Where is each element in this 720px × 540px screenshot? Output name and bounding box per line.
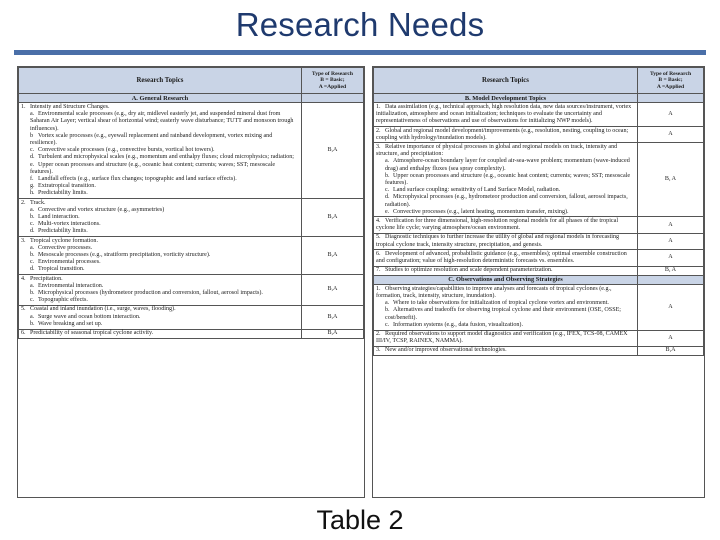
general-research-subitem [21, 133, 299, 147]
model-development-row [374, 127, 704, 143]
general-research-subitem [21, 207, 299, 214]
observing-strategy-topic-cell [374, 346, 638, 355]
general-research-subitem-text: Turbulent and microphysical scales (e.g., momentum and enthalpy fluxes; cloud microphysics; radiation; [38, 154, 294, 161]
general-research-row [19, 305, 364, 329]
model-development-item-number: 6. [376, 250, 381, 257]
table-caption: Table 2 [316, 505, 404, 535]
general-research-subitem [21, 297, 299, 304]
observing-strategy-item-text: Required observations to support model diagnostics and verification (e.g., IFEX, TCS-08, CAMEX III/IV, TCSP, RAINEX, NAMMA). [376, 331, 628, 345]
type-of-research-header-right [638, 68, 704, 94]
model-development-row [374, 233, 704, 249]
type-header-right-line2: B = Basic; [658, 77, 683, 84]
general-research-subitem [21, 176, 299, 183]
model-development-subitem-text: Convective processes (e.g., latent heating, momentum transfer, mixing). [393, 208, 569, 215]
observing-strategy-item-number: 1. [376, 285, 381, 292]
observing-strategy-row [374, 330, 704, 346]
general-research-item-text: Coastal and inland inundation (i.e., surge, waves, flooding). [30, 306, 176, 313]
model-development-item-text: Studies to optimize resolution and scale dependent parameterization. [385, 267, 553, 274]
model-development-item-number: 1. [376, 103, 381, 110]
general-research-item-text: Precipitation. [30, 275, 63, 282]
general-research-subitem-text: Extratropical transition. [38, 183, 96, 190]
general-research-subitem [21, 214, 299, 221]
model-development-item-number: 5. [376, 234, 381, 241]
observing-strategy-subitem-letter: c. [385, 321, 390, 328]
general-research-subitem [21, 154, 299, 161]
section-a-header [19, 94, 302, 103]
general-research-item-number: 4. [21, 275, 26, 282]
model-development-item-number: 3. [376, 143, 381, 150]
general-research-subitem-letter: d. [30, 154, 35, 161]
model-development-row [374, 143, 704, 217]
general-research-subitem-letter: b. [30, 289, 35, 296]
observing-strategy-topic [376, 331, 635, 345]
general-research-subitem [21, 252, 299, 259]
general-research-subitem-letter: a. [30, 282, 35, 289]
model-development-item-text: Verification for three dimensional, high-resolution regional models for all phases of the tropical cyclone life cycle; varying atmosphere/ocean environment. [376, 217, 619, 232]
model-development-topic-cell [374, 217, 638, 233]
type-header-line2: B = Basic; [320, 77, 345, 84]
model-development-topic-cell [374, 233, 638, 249]
model-development-type-cell: B, A [638, 143, 704, 217]
general-research-type-cell: B,A [301, 329, 363, 338]
model-development-row [374, 217, 704, 233]
general-research-subitem-letter: a. [30, 244, 35, 251]
general-research-subitem-letter: c. [30, 297, 35, 304]
section-a-label: A. General Research [131, 94, 189, 102]
general-research-subitem-letter: b. [30, 213, 35, 220]
observing-strategy-item-number: 2. [376, 331, 381, 337]
section-c-label: C. Observations and Observing Strategies [448, 276, 563, 284]
general-research-topic-cell [19, 305, 302, 329]
model-development-subitem-text: Microphysical processes (e.g., hydrometeor production and conversion, fallout, aerosol impacts, radiation). [385, 194, 628, 208]
model-development-row [374, 250, 704, 266]
observing-strategy-subitem-text: Information systems (e.g., data fusion, visualization). [393, 321, 523, 328]
model-development-type-cell: A [638, 103, 704, 127]
observing-strategy-type-cell: A [638, 330, 704, 346]
general-research-table [17, 66, 365, 498]
model-development-subitem-letter: e. [385, 208, 390, 215]
model-development-subitem [376, 173, 635, 187]
general-research-subitem-text: Surge wave and ocean bottom interaction. [38, 313, 141, 320]
general-research-subitem-text: Tropical transition. [38, 266, 85, 273]
general-research-subitem [21, 162, 299, 176]
general-research-subitem-text: Predictability limits. [38, 228, 88, 235]
model-development-item-text: Global and regional model development/improvements (e.g., resolution, nesting, coupling to ocean; coupling with hydrology/inundation models). [376, 127, 629, 141]
model-development-subitem-letter: a. [385, 158, 390, 165]
general-research-item-number: 5. [21, 306, 26, 313]
general-research-subitem-text: Multi-vortex interactions. [38, 221, 101, 228]
general-research-subitem [21, 183, 299, 190]
research-topics-header [19, 68, 302, 94]
section-b-type-cell [638, 94, 704, 103]
general-research-subitem [21, 283, 299, 290]
section-b-header [374, 94, 638, 103]
model-development-topic-cell [374, 250, 638, 266]
general-research-subitem-letter: b. [30, 251, 35, 258]
general-research-item-number: 3. [21, 237, 26, 244]
type-of-research-header [301, 68, 363, 94]
general-research-row [19, 103, 364, 199]
model-development-subitem [376, 209, 635, 216]
general-research-row [19, 199, 364, 237]
model-development-topic-cell [374, 143, 638, 217]
general-research-row [19, 237, 364, 275]
general-research-topic-cell [19, 329, 302, 338]
observing-strategy-item-text: New and/or improved observational technologies. [385, 347, 507, 354]
general-research-subitem-text: Convective processes. [38, 244, 93, 251]
general-research-topic [21, 330, 299, 337]
observing-strategy-topic-cell [374, 285, 638, 330]
general-research-topic [21, 200, 299, 207]
general-research-subitem-text: Mesoscale processes (e.g., stratiform precipitation, vorticity structure). [38, 251, 211, 258]
model-development-item-number: 7. [376, 267, 381, 274]
model-development-subitem-letter: c. [385, 187, 390, 194]
model-development-topic-cell [374, 103, 638, 127]
model-development-topic [376, 144, 635, 158]
general-research-row [19, 275, 364, 306]
observing-strategy-subitem-letter: a. [385, 300, 390, 307]
model-development-type-cell: A [638, 127, 704, 143]
general-research-subitem-text: Topographic effects. [38, 297, 88, 304]
section-a-type-cell [301, 94, 363, 103]
section-c-header [374, 275, 638, 284]
general-research-subitem-letter: a. [30, 111, 35, 118]
model-development-item-text: Data assimilation (e.g., technical approach, high resolution data, new data sources/instrument, vortex initialization, atmosphere and ocean initialization; techniques to evaluate the uncertainty and representativeness of observations and use of observations for initializing NWP models). [376, 103, 632, 125]
model-development-subitem-letter: d. [385, 194, 390, 201]
model-development-subitem [376, 194, 635, 208]
model-development-topic-cell [374, 127, 638, 143]
general-research-item-number: 1. [21, 103, 26, 110]
general-research-topic [21, 276, 299, 283]
model-development-item-text: Diagnostic techniques to further increase the utility of global and regional models in forecasting tropical cyclone track, intensity structure, precipitation, and genesis. [376, 234, 620, 248]
general-research-subitem [21, 111, 299, 133]
general-research-subitem-text: Predictability limits. [38, 190, 88, 197]
general-research-subitem-text: Environmental interaction. [38, 282, 104, 289]
model-development-topic [376, 251, 635, 265]
observing-strategy-topic [376, 286, 635, 300]
model-development-type-cell: A [638, 250, 704, 266]
general-research-item-number: 2. [21, 199, 26, 206]
general-research-subitem-letter: e. [30, 161, 35, 168]
general-research-subitem-letter: f. [30, 175, 34, 182]
observing-strategy-item-text: Observing strategies/capabilities to improve analyses and forecasts of tropical cyclones (e.g., formation, track, intensity, structure, inundation). [376, 285, 612, 299]
observing-strategy-subitem-text: Alternatives and tradeoffs for observing tropical cyclone and their environment (OSE, OSSE; cost/benefit). [385, 307, 622, 321]
general-research-subitem-letter: d. [30, 266, 35, 273]
general-research-item-number: 6. [21, 330, 26, 336]
general-research-subitem-letter: a. [30, 313, 35, 320]
general-research-item-text: Tropical cyclone formation. [30, 237, 98, 244]
model-development-topic-cell [374, 266, 638, 275]
general-research-subitem [21, 259, 299, 266]
model-development-type-cell: A [638, 217, 704, 233]
model-development-topic [376, 267, 635, 274]
observing-strategy-row [374, 285, 704, 330]
general-research-subitem [21, 190, 299, 197]
general-research-subitem-letter: b [30, 132, 34, 139]
general-research-subitem-letter: d. [30, 228, 35, 235]
general-research-item-text: Predictability of seasonal tropical cyclone activity. [30, 330, 154, 336]
model-development-subitem-text: Atmosphere-ocean boundary layer for coupled air-sea-wave problem; momentum (wave-induced drag) and enthalpy fluxes (sea spray complexity). [385, 158, 630, 172]
general-research-topic [21, 306, 299, 313]
model-development-topic [376, 218, 635, 232]
research-topics-header-label: Research Topics [136, 76, 184, 84]
general-research-subitem-text: Vortex scale processes (e.g., eyewall replacement and rainband development, vortex mixing and resilience). [30, 132, 273, 146]
general-research-subitem-letter: c. [30, 221, 35, 228]
general-research-topic [21, 238, 299, 245]
general-research-subitem [21, 228, 299, 235]
observing-strategy-subitem-letter: b. [385, 307, 390, 314]
observing-strategy-type-cell: A [638, 285, 704, 330]
general-research-subitem-text: Upper ocean processes and structure (e.g., oceanic heat content; currents; waves; SST; mesoscale features). [30, 161, 276, 175]
general-research-type-cell: B,A [301, 305, 363, 329]
general-research-subitem-text: Landfall effects (e.g., surface flux changes; topographic and land surface effects). [38, 175, 237, 182]
model-development-subitem [376, 158, 635, 172]
general-research-item-text: Track. [30, 199, 46, 206]
general-research-subitem [21, 221, 299, 228]
model-development-topic [376, 234, 635, 248]
model-development-type-cell: A [638, 233, 704, 249]
model-development-subitem-text: Upper ocean processes and structure (e.g., oceanic heat content; currents; waves; SST; mesoscale features). [385, 172, 631, 186]
general-research-type-cell: B,A [301, 103, 363, 199]
type-header-line1: Type of Research [311, 70, 353, 77]
research-topics-header-right [374, 68, 638, 94]
research-topics-header-right-label: Research Topics [482, 76, 529, 84]
general-research-subitem [21, 321, 299, 328]
model-development-item-number: 4. [376, 217, 381, 224]
model-development-type-cell: B, A [638, 266, 704, 275]
slide-title: Research Needs [235, 6, 485, 43]
model-and-observation-table [372, 66, 705, 498]
general-research-subitem-letter: h. [30, 190, 35, 197]
general-research-subitem-text: Environmental processes. [38, 259, 101, 266]
section-b-label: B. Model Development Topics [464, 94, 547, 102]
general-research-subitem-text: Environmental scale processes (e.g., dry air, midlevel easterly jet, and suspended mineral dust from Saharan Air Layer; vertical shear of horizontal wind; easterly wave disturbance; TUTT and monsoon trough influences). [30, 111, 294, 132]
observing-strategy-type-cell: B,A [638, 346, 704, 355]
model-development-subitem-text: Land surface coupling: sensitivity of Land Surface Model, radiation. [393, 187, 561, 194]
type-header-right-line1: Type of Research [649, 70, 692, 77]
observing-strategy-row [374, 346, 704, 355]
model-development-item-number: 2. [376, 127, 381, 134]
observing-strategy-subitem [376, 307, 635, 321]
observing-strategy-item-number: 3. [376, 347, 381, 354]
general-research-subitem-text: Land interaction. [38, 213, 80, 220]
general-research-subitem [21, 245, 299, 252]
observing-strategy-subitem-text: Where to take observations for initialization of tropical cyclone vortex and environment. [393, 300, 609, 307]
general-research-subitem [21, 314, 299, 321]
general-research-row [19, 329, 364, 338]
general-research-type-cell: B,A [301, 275, 363, 306]
type-header-line3: A =Applied [318, 83, 347, 90]
general-research-topic-cell [19, 199, 302, 237]
general-research-subitem-letter: a. [30, 206, 35, 213]
general-research-topic-cell [19, 103, 302, 199]
model-development-item-text: Relative importance of physical processes in global and regional models on track, intensity and structure, and precipitation: [376, 143, 618, 158]
type-header-right-line3: A =Applied [656, 83, 685, 90]
general-research-subitem [21, 266, 299, 273]
general-research-subitem-letter: c. [30, 259, 35, 266]
section-c-type-cell [638, 275, 704, 284]
model-development-item-text: Development of advanced, probabilistic guidance (e.g., ensembles); optimal ensemble construction and configuration; value of high-resolution deterministic forecasts vs. ensembles. [376, 250, 627, 264]
general-research-topic-cell [19, 275, 302, 306]
observing-strategy-topic [376, 347, 635, 354]
observing-strategy-topic-cell [374, 330, 638, 346]
observing-strategy-subitem [376, 322, 635, 329]
general-research-subitem-letter: b. [30, 320, 35, 327]
general-research-subitem-text: Convective and vortex structure (e.g., asymmetries) [38, 206, 165, 213]
title-underline [14, 50, 706, 55]
model-development-topic [376, 128, 635, 142]
general-research-subitem-letter: c. [30, 147, 35, 154]
model-development-row [374, 266, 704, 275]
general-research-type-cell: B,A [301, 237, 363, 275]
model-development-row [374, 103, 704, 127]
general-research-subitem-letter: g. [30, 183, 35, 190]
general-research-subitem-text: Microphysical processes (hydrometeor production and conversion, fallout, aerosol impacts). [38, 289, 263, 296]
general-research-topic-cell [19, 237, 302, 275]
general-research-subitem-text: Convective scale processes (e.g., convective bursts, vortical hot towers). [38, 147, 215, 154]
model-development-subitem-letter: b. [385, 172, 390, 179]
model-development-topic [376, 104, 635, 126]
general-research-subitem-text: Wave breaking and set up. [38, 320, 103, 327]
general-research-type-cell: B,A [301, 199, 363, 237]
general-research-item-text: Intensity and Structure Changes. [30, 103, 110, 110]
